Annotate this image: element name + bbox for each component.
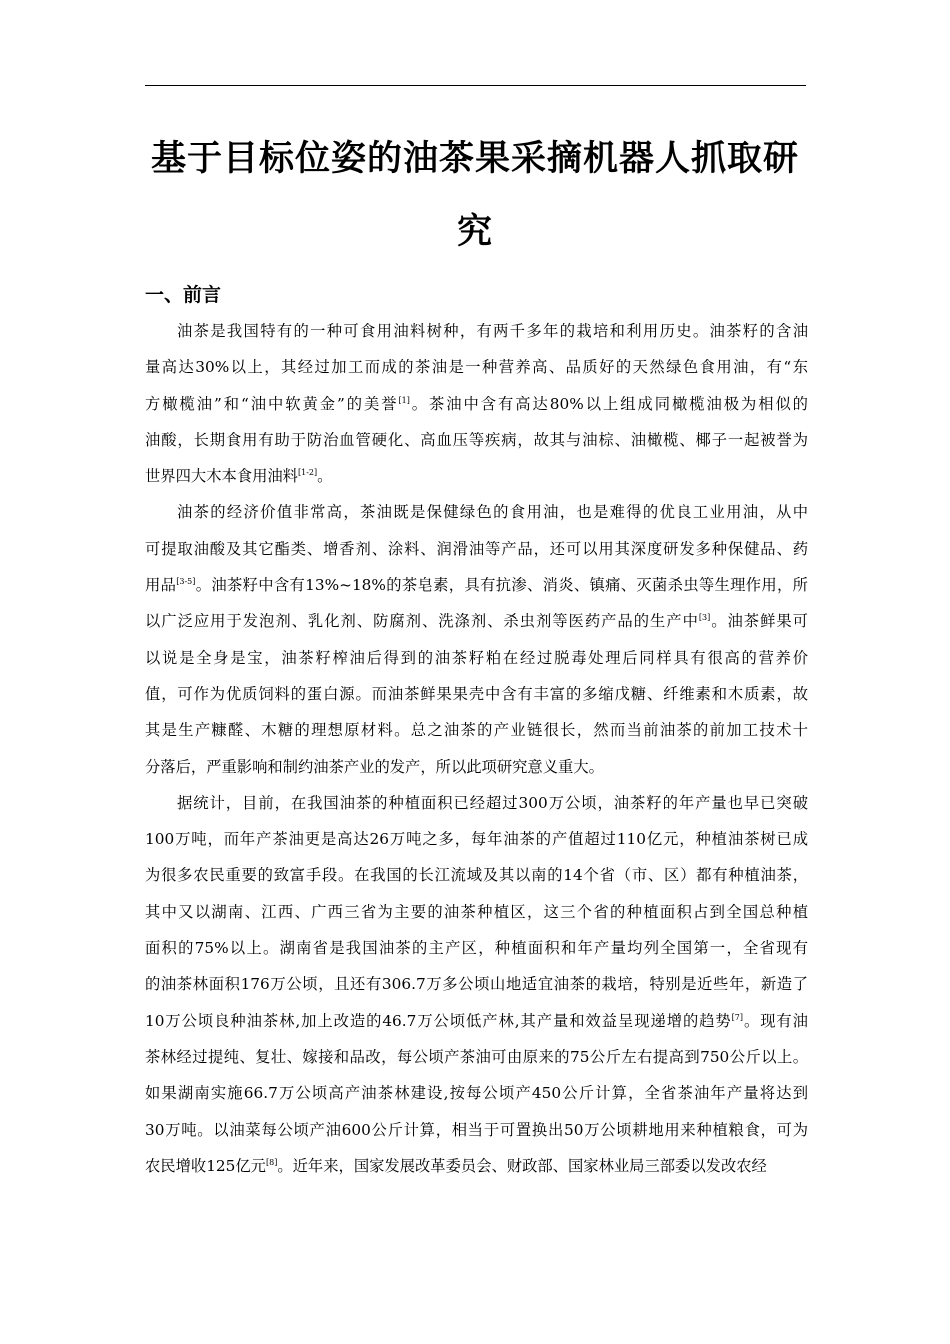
paragraph-2-line [145, 712, 808, 748]
text-run: 量高达30%以上，其经过加工而成的茶油是一种营养高、品质好的天然绿色食用油，有“东 [145, 358, 808, 377]
paragraph-3-line [145, 1148, 808, 1184]
paragraph-3-line [145, 1003, 808, 1039]
header-rule [145, 85, 806, 86]
text-run: 。油茶鲜果可 [710, 612, 808, 631]
text-run: 可提取油酸及其它酯类、增香剂、涂料、润滑油等产品，还可以用其深度研发多种保健品、药 [145, 539, 808, 558]
citation-marker: [3] [698, 613, 711, 623]
citation-marker: [1-2] [297, 468, 318, 478]
text-run: 方橄榄油”和“油中软黄金”的美誉 [145, 394, 399, 413]
section-heading: 一、前言 [145, 284, 222, 306]
paragraph-3-line [145, 1112, 808, 1148]
citation-marker: [1] [398, 395, 410, 405]
paragraph-3-line [145, 821, 808, 857]
text-run: 面积的75%以上。湖南省是我国油茶的主产区，种植面积和年产量均列全国第一，全省现有 [145, 939, 808, 958]
paragraph-3-line [145, 1075, 808, 1111]
paragraph-1-line [145, 422, 808, 458]
paragraph-3-line [145, 1039, 808, 1075]
text-run: 据统计，目前，在我国油茶的种植面积已经超过300万公顷，油茶籽的年产量也早已突破 [177, 793, 808, 812]
text-run: 10万公顷良种油茶林,加上改造的46.7万公顷低产林,其产量和效益呈现递增的趋势 [145, 1011, 732, 1030]
paragraph-1-line [145, 349, 808, 385]
text-run: 为很多农民重要的致富手段。在我国的长江流域及其以南的14个省（市、区）都有种植油茶， [145, 866, 808, 885]
paragraph-2-line [145, 531, 808, 567]
text-run: 。茶油中含有高达80%以上组成同橄榄油极为相似的 [409, 394, 808, 413]
paragraph-3-line [145, 894, 808, 930]
text-run: 油茶是我国特有的一种可食用油料树种，有两千多年的栽培和利用历史。油茶籽的含油 [177, 322, 808, 340]
paragraph-2-line [145, 749, 808, 785]
paragraph-3-line [145, 785, 808, 821]
text-run: 。 [317, 467, 333, 486]
text-run: 用品 [145, 576, 177, 595]
text-run: 的油茶林面积176万公顷，且还有306.7万多公顷山地适宜油茶的栽培，特别是近些年，新造了 [145, 975, 808, 994]
paragraph-3-line [145, 930, 808, 966]
paragraph-2-line [145, 494, 808, 530]
text-run: 30万吨。以油菜每公顷产油600公斤计算，相当于可置换出50万公顷耕地用来种植粮食，可为 [145, 1120, 808, 1139]
citation-marker: [8] [265, 1157, 278, 1167]
paragraph-1-line [145, 386, 808, 422]
text-run: 。油茶籽中含有13%~18%的茶皂素，具有抗渗、消炎、镇痛、灭菌杀虫等生理作用，所 [195, 576, 808, 595]
document-title-line-2: 究 [456, 212, 493, 252]
text-run: 油茶的经济价值非常高，茶油既是保健绿色的食用油，也是难得的优良工业用油，从中 [177, 503, 808, 522]
text-run: 以广泛应用于发泡剂、乳化剂、防腐剂、洗涤剂、杀虫剂等医药产品的生产中 [145, 612, 699, 631]
text-run: 以说是全身是宝，油茶籽榨油后得到的油茶籽粕在经过脱毒处理后同样具有很高的营养价 [145, 648, 808, 667]
text-run: 100万吨，而年产茶油更是高达26万吨之多，每年油茶的产值超过110亿元，种植油茶树已成 [145, 830, 808, 849]
paragraph-1-line [145, 458, 808, 494]
text-run: 。近年来，国家发展改革委员会、财政部、国家林业局三部委以发改农经 [277, 1156, 767, 1175]
paragraph-2-line [145, 567, 808, 603]
paragraph-3-line [145, 857, 808, 893]
text-run: 世界四大木本食用油料 [145, 467, 298, 486]
text-run: 其中又以湖南、江西、广西三省为主要的油茶种植区，这三个省的种植面积占到全国总种植 [145, 902, 808, 921]
text-run: 茶林经过提纯、复壮、嫁接和品改，每公顷产茶油可由原来的75公斤左右提高到750公斤以上。 [145, 1047, 808, 1066]
text-run: 。现有油 [743, 1011, 808, 1030]
citation-marker: [7] [731, 1012, 744, 1022]
text-run: 油酸，长期食用有助于防治血管硬化、高血压等疾病，故其与油棕、油橄榄、椰子一起被誉为 [145, 430, 808, 449]
paragraph-2-line [145, 640, 808, 676]
text-run: 值，可作为优质饲料的蛋白源。而油茶鲜果果壳中含有丰富的多缩戊糖、纤维素和木质素，故 [145, 684, 808, 703]
text-run: 农民增收125亿元 [145, 1156, 266, 1175]
paragraph-2-line [145, 603, 808, 639]
body-text [145, 313, 808, 1184]
text-run: 如果湖南实施66.7万公顷高产油茶林建设,按每公顷产450公斤计算，全省茶油年产量将达到 [145, 1084, 808, 1103]
document-title-line-1: 基于目标位姿的油茶果采摘机器人抓取研 [150, 139, 799, 179]
text-run: 其是生产糠醛、木糖的理想原材料。总之油茶的产业链很长，然而当前油茶的前加工技术十 [145, 721, 808, 740]
paragraph-2-line [145, 676, 808, 712]
paragraph-3-line [145, 966, 808, 1002]
paragraph-1-line [145, 313, 808, 349]
text-run: 分落后，严重影响和制约油茶产业的发产，所以此项研究意义重大。 [145, 757, 604, 776]
citation-marker: [3-5] [176, 577, 196, 587]
